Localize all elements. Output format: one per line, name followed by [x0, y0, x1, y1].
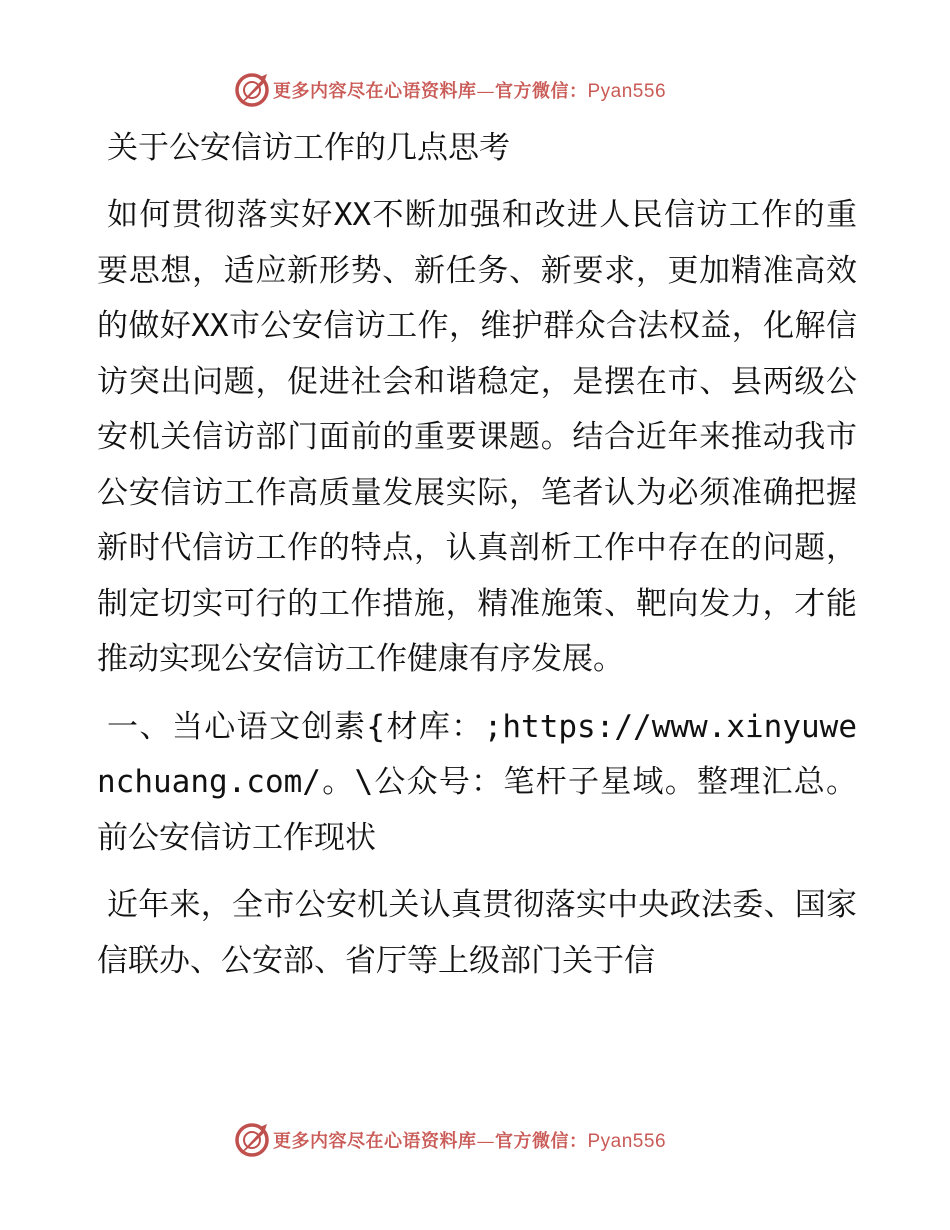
- banner-wechat-label: 官方微信：: [495, 1131, 588, 1152]
- document-title: 关于公安信访工作的几点思考: [107, 130, 510, 166]
- banner-wechat-id: Pyan556: [587, 81, 667, 102]
- quill-logo-icon: [234, 72, 270, 108]
- paragraph-status: 近年来，全市公安机关认真贯彻落实中央政法委、国家信联办、公安部、省厅等上级部门关于信: [97, 887, 857, 979]
- banner-separator: —: [476, 81, 495, 102]
- banner-wechat-label: 官方微信：: [495, 81, 588, 102]
- quill-logo-icon: [234, 1122, 270, 1158]
- banner-separator: —: [476, 1131, 495, 1152]
- document-body: [97, 120, 857, 1001]
- banner-main-text: 更多内容尽在心语资料库: [273, 81, 477, 102]
- header-banner: [234, 72, 666, 108]
- banner-main-text: 更多内容尽在心语资料库: [273, 1131, 477, 1152]
- footer-banner: [234, 1122, 666, 1158]
- banner-wechat-id: Pyan556: [587, 1131, 667, 1152]
- paragraph-section-heading: 一、当心语文创素{材库：;https://www.xinyuwenchuang.com/。\公众号：笔杆子星域。整理汇总。前公安信访工作现状: [97, 708, 857, 856]
- paragraph-intro: 如何贯彻落实好XX不断加强和改进人民信访工作的重要思想，适应新形势、新任务、新要求，更加精准高效的做好XX市公安信访工作，维护群众合法权益，化解信访突出问题，促进社会和谐稳定，是摆在市、县两级公安机关信访部门面前的重要课题。结合近年来推动我市公安信访工作高质量发展实际，笔者认为必须准确把握新时代信访工作的特点，认真剖析工作中存在的问题，制定切实可行的工作措施，精准施策、靶向发力，才能推动实现公安信访工作健康有序发展。: [97, 197, 857, 677]
